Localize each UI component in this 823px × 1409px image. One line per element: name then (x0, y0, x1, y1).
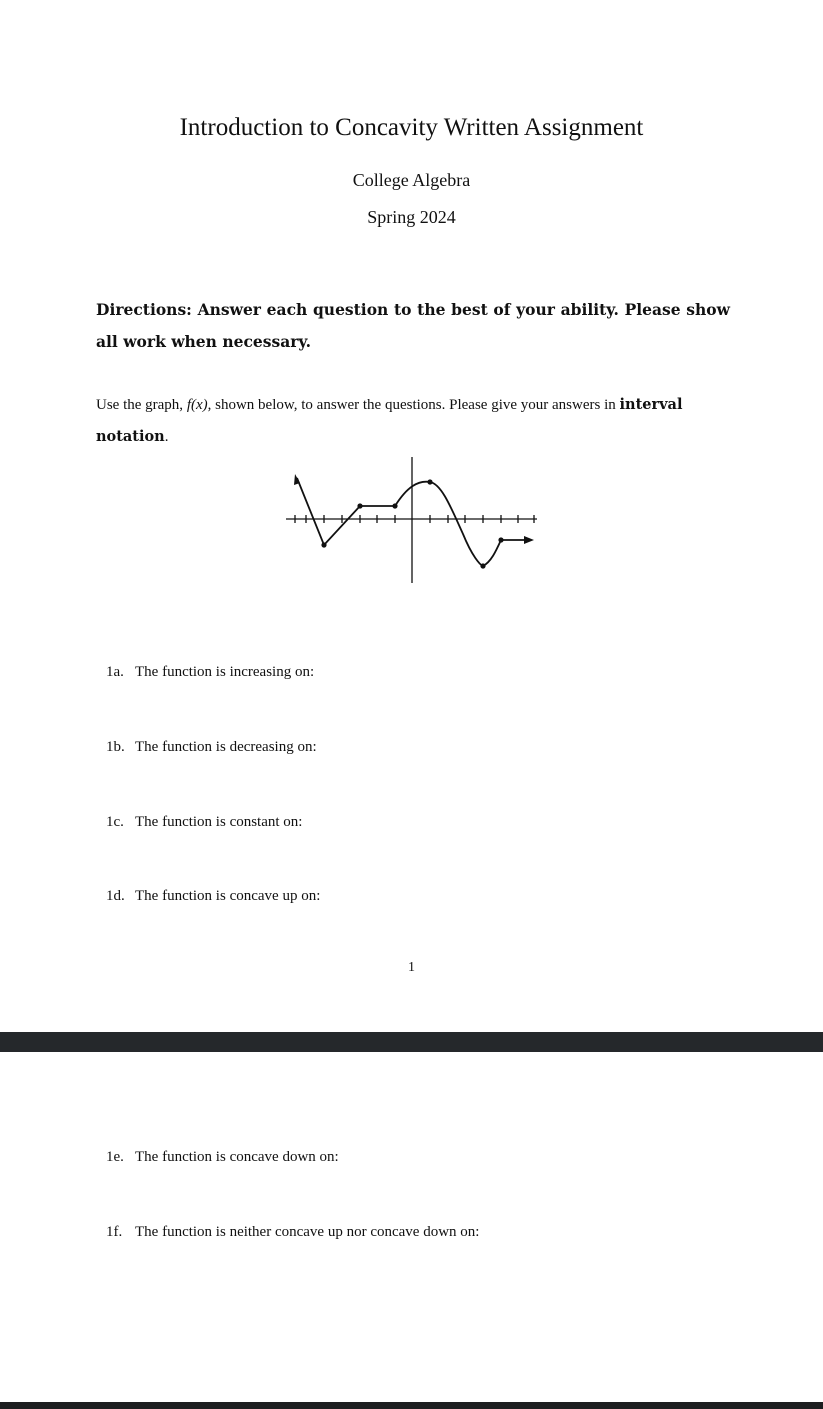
right-arrow-head (524, 536, 534, 544)
question-1e (106, 1149, 339, 1166)
question-text: The function is decreasing on: (135, 739, 317, 755)
page-number: 1 (408, 960, 415, 975)
question-1a (106, 664, 314, 681)
course-name: College Algebra (352, 170, 471, 190)
page-2 (0, 1052, 823, 1402)
question-1c (106, 814, 302, 831)
question-1f (106, 1224, 479, 1241)
question-number: 1e. (106, 1149, 124, 1165)
intro-paragraph (96, 389, 730, 453)
question-text: The function is increasing on: (135, 664, 315, 680)
question-text: The function is neither concave up nor concave down on: (135, 1224, 480, 1240)
intro-text-3: . (164, 429, 169, 445)
function-graph (280, 452, 545, 587)
page-separator (0, 1032, 823, 1052)
question-number: 1b. (106, 739, 125, 755)
question-text: The function is concave down on: (135, 1149, 339, 1165)
intro-text-2: , shown below, to answer the questions. Please give your answers in (207, 397, 616, 413)
question-1b (106, 739, 317, 756)
term: Spring 2024 (367, 207, 456, 227)
question-text: The function is constant on: (135, 814, 303, 830)
function-name: f(x) (186, 397, 208, 413)
question-text: The function is concave up on: (135, 888, 321, 904)
document-title: Introduction to Concavity Written Assignment (179, 114, 644, 141)
question-number: 1a. (106, 664, 124, 680)
question-number: 1c. (106, 814, 124, 830)
bottom-toolbar (0, 1402, 823, 1409)
question-1d (106, 888, 320, 905)
question-number: 1f. (106, 1224, 123, 1240)
directions: Directions: Answer each question to the best of your ability. Please show all work when necessary. (96, 300, 730, 351)
intro-text-1: Use the graph, (96, 397, 184, 413)
interval-notation-emphasis: interval notation (96, 396, 683, 445)
question-number: 1d. (106, 888, 125, 904)
